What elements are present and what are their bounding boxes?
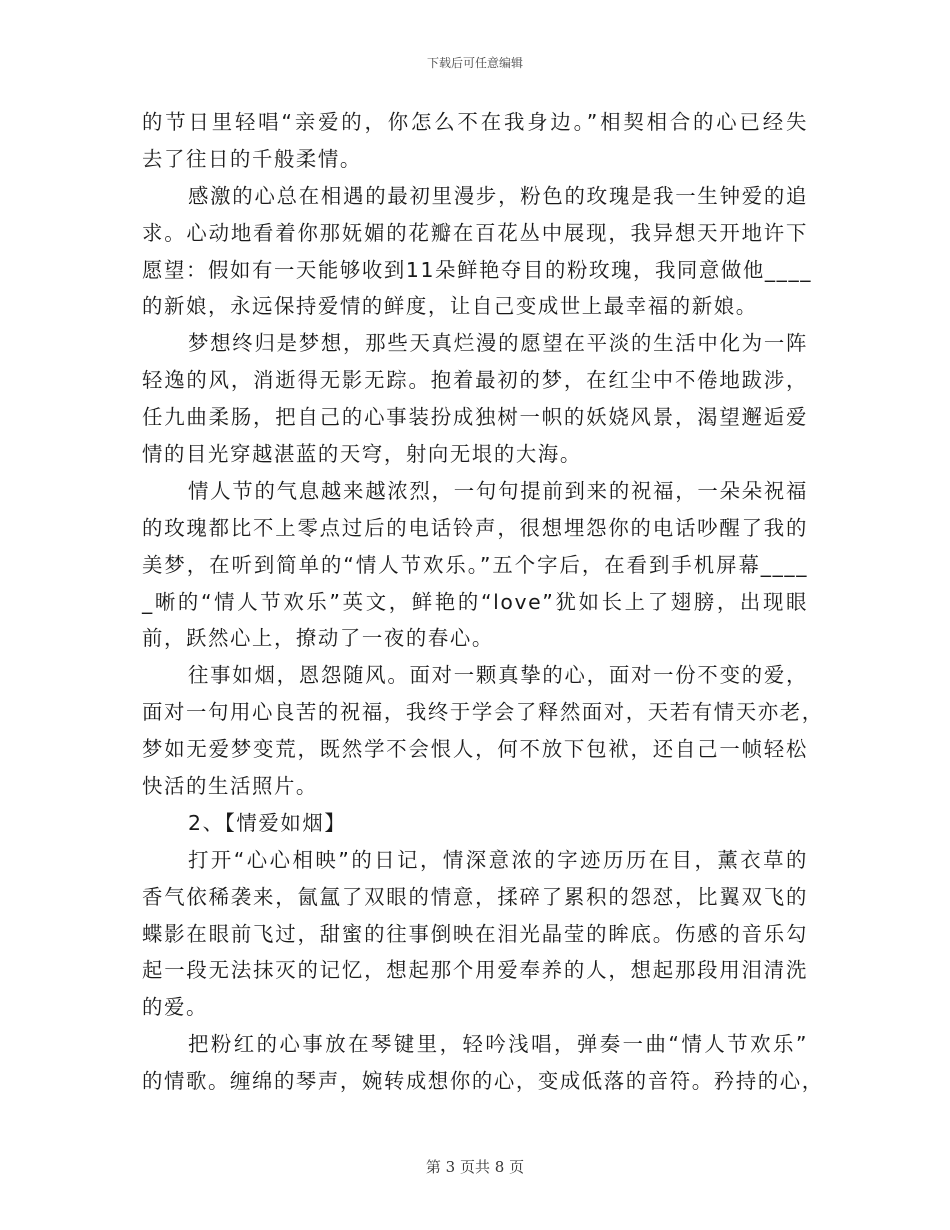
text-line: 梦想终归是梦想，那些天真烂漫的愿望在平淡的生活中化为一阵 — [188, 331, 808, 356]
text-line: 轻逸的风，消逝得无影无踪。抱着最初的梦，在红尘中不倦地跋涉， — [142, 368, 808, 393]
text-line: 香气依稀袭来，氤氲了双眼的情意，揉碎了累积的怨怼，比翼双飞的 — [142, 884, 808, 909]
text-line: 去了往日的千般柔情。 — [142, 146, 362, 171]
text-line: 的节日里轻唱“亲爱的，你怎么不在我身边。”相契相合的心已经失 — [142, 110, 808, 134]
page-header: 下载后可任意编辑 — [426, 56, 523, 70]
text-line: 美梦，在听到简单的“情人节欢乐。”五个字后，在看到手机屏幕____ — [142, 552, 808, 577]
text-line: 感激的心总在相遇的最初里漫步，粉色的玫瑰是我一生钟爱的追 — [188, 183, 808, 208]
text-line: 求。心动地看着你那妩媚的花瓣在百花丛中展现，我异想天开地许下 — [142, 220, 808, 245]
text-line: 梦如无爱梦变荒，既然学不会恨人，何不放下包袱，还自己一帧轻松 — [142, 737, 808, 762]
text-line: 情的目光穿越湛蓝的天穹，射向无垠的大海。 — [142, 442, 582, 467]
text-line: 愿望：假如有一天能够收到11朵鲜艳夺目的粉玫瑰，我同意做他____ — [142, 257, 813, 282]
page-footer: 第 3 页共 8 页 — [425, 1158, 525, 1176]
text-line: 情人节的气息越来越浓烈，一句句提前到来的祝福，一朵朵祝福 — [188, 478, 808, 503]
text-line: 的情歌。缠绵的琴声，婉转成想你的心，变成低落的音符。矜持的心， — [142, 1069, 824, 1094]
text-line: 快活的生活照片。 — [142, 774, 318, 799]
text-line: 把粉红的心事放在琴键里，轻吟浅唱，弹奏一曲“情人节欢乐” — [188, 1032, 808, 1057]
text-line: 蝶影在眼前飞过，甜蜜的往事倒映在泪光晶莹的眸底。伤感的音乐勾 — [142, 921, 808, 946]
text-line: 前，跃然心上，撩动了一夜的春心。 — [142, 626, 494, 651]
text-line: 往事如烟，恩怨随风。面对一颗真挚的心，面对一份不变的爱， — [188, 663, 808, 688]
text-line: _晰的“情人节欢乐”英文，鲜艳的“love”犹如长上了翅膀，出现眼 — [142, 589, 808, 614]
text-line: 的爱。 — [142, 995, 208, 1020]
text-line: 打开“心心相映”的日记，情深意浓的字迹历历在目，薰衣草的 — [188, 847, 808, 872]
document-body — [142, 104, 824, 1100]
section-heading: 2、【情爱如烟】 — [188, 810, 347, 835]
text-line: 面对一句用心良苦的祝福，我终于学会了释然面对，天若有情天亦老， — [142, 700, 824, 725]
text-line: 的玫瑰都比不上零点过后的电话铃声，很想埋怨你的电话吵醒了我的 — [142, 515, 808, 540]
text-line: 任九曲柔肠，把自己的心事装扮成独树一帜的妖娆风景，渴望邂逅爱 — [142, 405, 808, 430]
text-line: 起一段无法抹灭的记忆，想起那个用爱奉养的人，想起那段用泪清洗 — [142, 958, 808, 983]
text-line: 的新娘，永远保持爱情的鲜度，让自己变成世上最幸福的新娘。 — [142, 294, 758, 319]
